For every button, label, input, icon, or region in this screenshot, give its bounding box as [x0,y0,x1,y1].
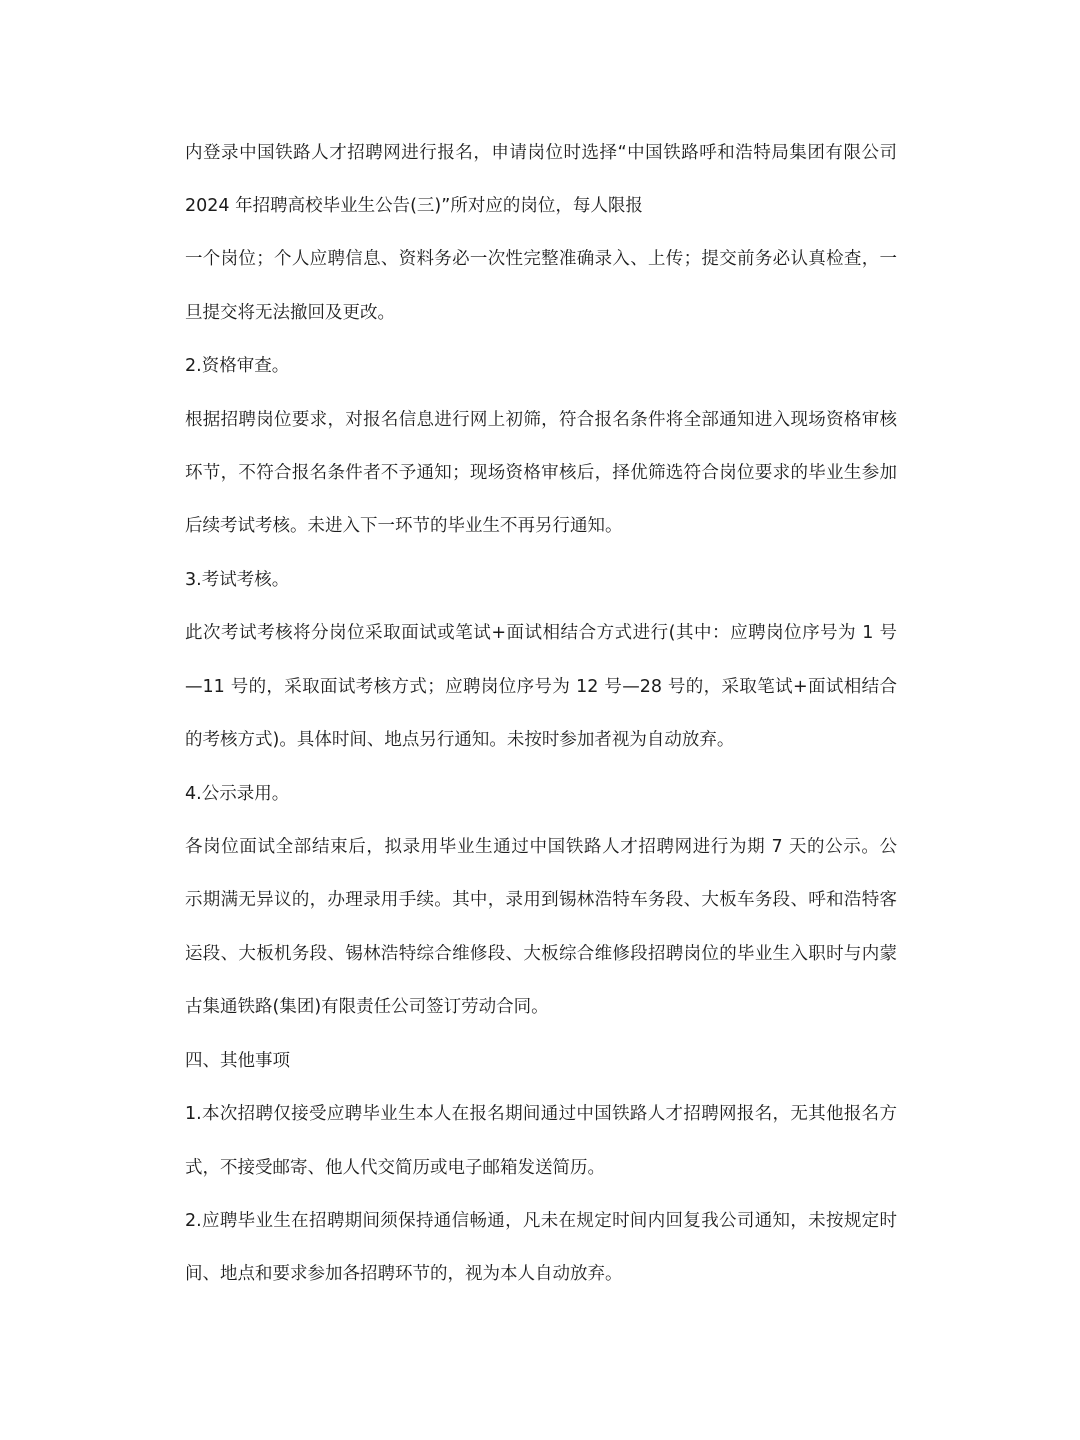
text-line: 旦提交将无法撤回及更改。 [185,303,395,323]
text-line: —11 号的，采取面试考核方式；应聘岗位序号为 12 号—28 号的，采取笔试+面试相结合 [185,677,897,697]
text-line: 环节，不符合报名条件者不予通知；现场资格审核后，择优筛选符合岗位要求的毕业生参加 [185,463,897,483]
text-line: 此次考试考核将分岗位采取面试或笔试+面试相结合方式进行(其中：应聘岗位序号为 1 号 [185,623,897,643]
text-line: 间、地点和要求参加各招聘环节的，视为本人自动放弃。 [185,1264,623,1284]
text-line: 1.本次招聘仅接受应聘毕业生本人在报名期间通过中国铁路人才招聘网报名，无其他报名方 [185,1104,897,1124]
text-line: 运段、大板机务段、锡林浩特综合维修段、大板综合维修段招聘岗位的毕业生入职时与内蒙 [185,944,897,964]
section-heading: 3.考试考核。 [185,570,290,590]
section-heading: 四、其他事项 [185,1051,290,1071]
text-line: 古集通铁路(集团)有限责任公司签订劳动合同。 [185,997,549,1017]
text-line: 各岗位面试全部结束后，拟录用毕业生通过中国铁路人才招聘网进行为期 7 天的公示。公 [185,837,897,857]
section-heading: 2.资格审查。 [185,356,290,376]
text-line: 式，不接受邮寄、他人代交简历或电子邮箱发送简历。 [185,1158,605,1178]
text-line: 一个岗位；个人应聘信息、资料务必一次性完整准确录入、上传；提交前务必认真检查，一 [185,249,897,269]
text-line: 2024 年招聘高校毕业生公告(三)”所对应的岗位，每人限报 [185,196,643,216]
text-line: 2.应聘毕业生在招聘期间须保持通信畅通，凡未在规定时间内回复我公司通知，未按规定时 [185,1211,897,1231]
text-line: 后续考试考核。未进入下一环节的毕业生不再另行通知。 [185,516,623,536]
text-line: 根据招聘岗位要求，对报名信息进行网上初筛，符合报名条件将全部通知进入现场资格审核 [185,410,897,430]
text-line: 内登录中国铁路人才招聘网进行报名，申请岗位时选择“中国铁路呼和浩特局集团有限公司 [185,143,897,163]
text-line: 示期满无异议的，办理录用手续。其中，录用到锡林浩特车务段、大板车务段、呼和浩特客 [185,890,897,910]
text-line: 的考核方式)。具体时间、地点另行通知。未按时参加者视为自动放弃。 [185,730,735,750]
section-heading: 4.公示录用。 [185,784,290,804]
